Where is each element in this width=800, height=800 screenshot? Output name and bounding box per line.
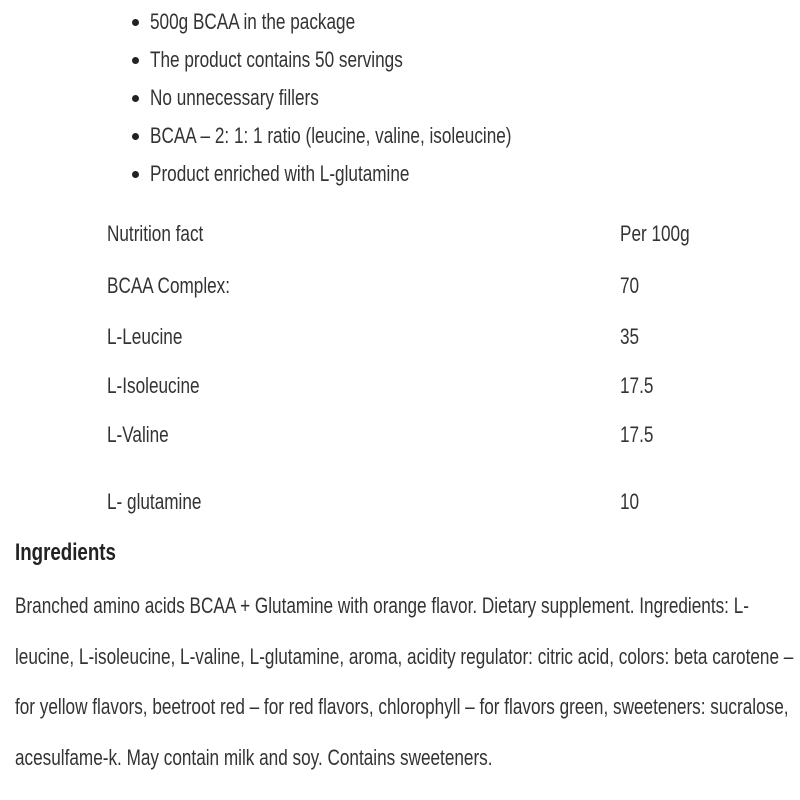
nutrient-name: L-Valine bbox=[107, 422, 169, 447]
feature-text: The product contains 50 servings bbox=[150, 47, 403, 72]
column-header-nutrition-fact: Nutrition fact bbox=[107, 221, 204, 246]
ingredients-paragraph-line bbox=[15, 744, 627, 772]
feature-text: 500g BCAA in the package bbox=[150, 9, 356, 34]
paragraph-text: leucine, L-isoleucine, L-valine, L-glutamine, aroma, acidity regulator: citric acid, colors: beta carotene – bbox=[15, 644, 794, 669]
nutrient-name: L-Isoleucine bbox=[107, 373, 200, 398]
feature-text: Product enriched with L-glutamine bbox=[150, 161, 410, 186]
paragraph-text: acesulfame-k. May contain milk and soy. Contains sweeteners. bbox=[15, 745, 493, 770]
nutrient-name: L-Leucine bbox=[107, 324, 183, 349]
feature-text: BCAA – 2: 1: 1 ratio (leucine, valine, isoleucine) bbox=[150, 123, 512, 148]
table-row bbox=[0, 323, 800, 351]
table-row bbox=[0, 421, 800, 449]
table-row bbox=[0, 272, 800, 300]
ingredients-paragraph-line bbox=[15, 643, 800, 671]
nutrient-value: 17.5 bbox=[620, 422, 654, 447]
paragraph-text: Branched amino acids BCAA + Glutamine with orange flavor. Dietary supplement. Ingredients: L- bbox=[15, 593, 749, 618]
nutrient-name: L- glutamine bbox=[107, 489, 202, 514]
nutrition-table-header-row bbox=[0, 220, 800, 248]
nutrient-name: BCAA Complex: bbox=[107, 273, 231, 298]
feature-text: No unnecessary fillers bbox=[150, 85, 319, 110]
paragraph-text: for yellow flavors, beetroot red – for red flavors, chlorophyll – for flavors green, sweeteners: sucralose, bbox=[15, 694, 789, 719]
nutrient-value: 10 bbox=[620, 489, 640, 514]
ingredients-paragraph-line bbox=[15, 693, 800, 721]
nutrient-value: 35 bbox=[620, 324, 640, 349]
ingredients-heading-text: Ingredients bbox=[15, 539, 116, 566]
nutrient-value: 70 bbox=[620, 273, 640, 298]
column-header-per-100g: Per 100g bbox=[620, 221, 690, 246]
table-row bbox=[0, 488, 800, 516]
ingredients-heading bbox=[15, 539, 144, 567]
ingredients-paragraph-line bbox=[15, 592, 800, 620]
table-row bbox=[0, 372, 800, 400]
nutrient-value: 17.5 bbox=[620, 373, 654, 398]
